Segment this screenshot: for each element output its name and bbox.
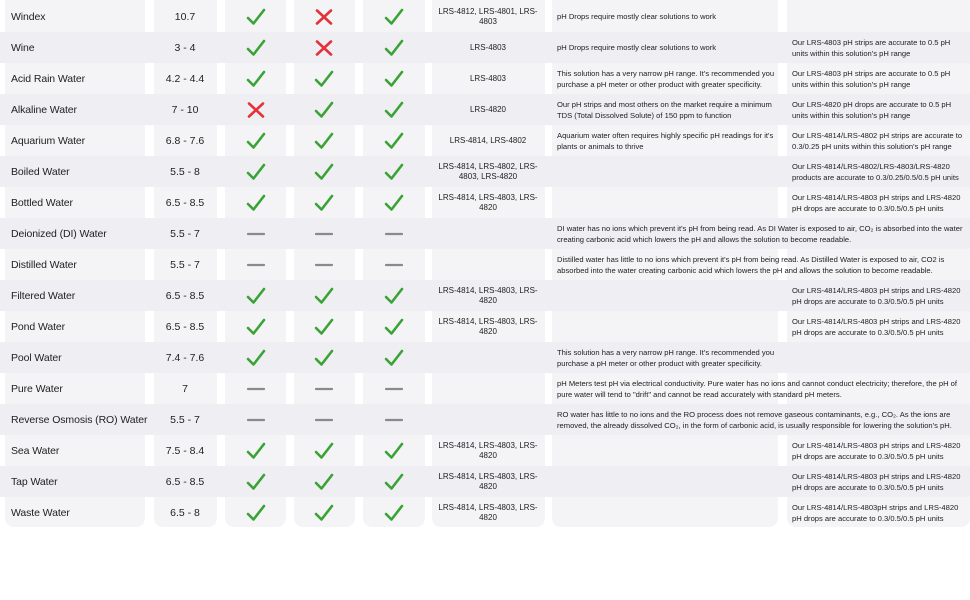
compat-cell-3 — [363, 435, 424, 466]
check-icon — [384, 70, 404, 88]
compat-cell-2 — [294, 435, 354, 466]
compat-cell-2 — [294, 280, 354, 311]
accuracy-note: Our LRS-4820 pH drops are accurate to 0.5 pH units within this solution's pH range — [792, 99, 952, 120]
solution-note: Our pH strips and most others on the market require a minimum TDS (Total Dissolved Solute) of 150 ppm to function — [557, 99, 772, 120]
compat-cell-2 — [294, 311, 354, 342]
check-icon — [384, 473, 404, 491]
table-row — [0, 32, 970, 63]
recommended-products: LRS-4814, LRS-4803, LRS-4820 — [438, 192, 538, 212]
compat-cell-3 — [363, 1, 424, 32]
compat-cell-2 — [294, 342, 354, 373]
table-row — [0, 156, 970, 187]
check-icon — [314, 132, 334, 150]
table-row — [0, 187, 970, 218]
solution-name: Pool Water — [11, 351, 62, 364]
compat-cell-1 — [226, 32, 285, 63]
compat-cell-1 — [226, 94, 285, 125]
check-icon — [384, 318, 404, 336]
check-icon — [246, 39, 266, 57]
accuracy-note: Our LRS-4814/LRS-4803 pH strips and LRS-4820 pH drops are accurate to 0.3/0.5/0.5 pH units — [792, 285, 961, 306]
recommended-products: LRS-4814, LRS-4803, LRS-4820 — [438, 316, 538, 336]
recommended-products: LRS-4812, LRS-4801, LRS-4803 — [438, 6, 538, 26]
check-icon — [246, 194, 266, 212]
compat-cell-3 — [363, 156, 424, 187]
check-icon — [314, 318, 334, 336]
solution-name: Pond Water — [11, 320, 66, 333]
compat-cell-3 — [363, 466, 424, 497]
recommended-products: LRS-4814, LRS-4803, LRS-4820 — [438, 502, 538, 522]
cross-icon — [315, 40, 333, 56]
solution-name: Sea Water — [11, 444, 60, 457]
recommended-products: LRS-4803 — [469, 73, 507, 83]
compat-cell-3 — [363, 218, 424, 249]
solution-note — [557, 156, 783, 187]
dash-icon — [385, 231, 403, 237]
table-row — [0, 125, 970, 156]
recommended-products — [431, 218, 545, 249]
table-row — [0, 435, 970, 466]
compat-cell-1 — [226, 435, 285, 466]
accuracy-note: Our LRS-4814/LRS-4803 pH strips and LRS-4820 pH drops are accurate to 0.3/0.5/0.5 pH units — [792, 316, 961, 337]
table-row — [0, 497, 970, 528]
ph-range: 5.5 - 7 — [170, 258, 200, 271]
solution-note: pH Drops require mostly clear solutions to work — [557, 12, 717, 21]
table-row — [0, 1, 970, 32]
ph-range: 6.8 - 7.6 — [165, 134, 205, 147]
dash-icon — [247, 417, 265, 423]
dash-icon — [385, 262, 403, 268]
recommended-products: LRS-4820 — [469, 104, 507, 114]
solution-name: Windex — [11, 10, 46, 23]
compat-cell-3 — [363, 249, 424, 280]
compat-cell-2 — [294, 1, 354, 32]
compat-cell-2 — [294, 404, 354, 435]
dash-icon — [315, 386, 333, 392]
dash-icon — [315, 417, 333, 423]
ph-range: 7 - 10 — [171, 103, 199, 116]
ph-range: 5.5 - 7 — [170, 413, 200, 426]
solution-note: Distilled water has little to no ions which prevent it's pH from being read. As Distilled Water is exposed to air, CO2 is absorbed into the water creating carbonic acid which lowers the pH and allows the solution to become readable. — [557, 254, 945, 275]
compat-cell-1 — [226, 373, 285, 404]
compat-cell-2 — [294, 32, 354, 63]
compat-cell-2 — [294, 249, 354, 280]
ph-range: 5.5 - 8 — [170, 165, 200, 178]
recommended-products — [431, 342, 545, 373]
solution-note — [557, 311, 783, 342]
solution-note — [557, 187, 783, 218]
table-row — [0, 218, 970, 249]
solution-note: DI water has no ions which prevent it's pH from being read. As DI Water is exposed to air, CO₂ is absorbed into the water creating carbonic acid which lowers the pH and allows the solution to become readable. — [557, 223, 963, 244]
solution-name: Distilled Water — [11, 258, 77, 271]
recommended-products: LRS-4814, LRS-4802 — [449, 135, 527, 145]
solution-name: Wine — [11, 41, 35, 54]
compat-cell-1 — [226, 280, 285, 311]
recommended-products: LRS-4814, LRS-4803, LRS-4820 — [438, 440, 538, 460]
recommended-products — [431, 249, 545, 280]
compat-cell-3 — [363, 32, 424, 63]
compat-cell-2 — [294, 373, 354, 404]
check-icon — [314, 287, 334, 305]
table-row — [0, 311, 970, 342]
compat-cell-2 — [294, 187, 354, 218]
solution-name: Acid Rain Water — [11, 72, 85, 85]
table-row — [0, 373, 970, 404]
check-icon — [314, 163, 334, 181]
compat-cell-1 — [226, 311, 285, 342]
compat-cell-1 — [226, 218, 285, 249]
check-icon — [384, 101, 404, 119]
compat-cell-2 — [294, 63, 354, 94]
solution-name: Deionized (DI) Water — [11, 227, 107, 240]
solution-name: Waste Water — [11, 506, 70, 519]
solution-name: Reverse Osmosis (RO) Water — [11, 413, 148, 426]
solution-note — [557, 497, 783, 528]
recommended-products: LRS-4814, LRS-4803, LRS-4820 — [438, 285, 538, 305]
check-icon — [384, 442, 404, 460]
recommended-products — [431, 373, 545, 404]
accuracy-note: Our LRS-4814/LRS-4803 pH strips and LRS-4820 pH drops are accurate to 0.3/0.5/0.5 pH units — [792, 471, 961, 492]
recommended-products — [431, 404, 545, 435]
compat-cell-1 — [226, 125, 285, 156]
compat-cell-1 — [226, 342, 285, 373]
compat-cell-2 — [294, 497, 354, 528]
dash-icon — [247, 386, 265, 392]
compat-cell-3 — [363, 94, 424, 125]
check-icon — [384, 349, 404, 367]
dash-icon — [247, 231, 265, 237]
check-icon — [246, 442, 266, 460]
compat-cell-3 — [363, 497, 424, 528]
compat-cell-2 — [294, 466, 354, 497]
ph-range: 6.5 - 8 — [170, 506, 200, 519]
compat-cell-3 — [363, 342, 424, 373]
solution-name: Aquarium Water — [11, 134, 86, 147]
compat-cell-3 — [363, 125, 424, 156]
table-row — [0, 342, 970, 373]
check-icon — [384, 504, 404, 522]
accuracy-note — [792, 342, 968, 373]
check-icon — [246, 132, 266, 150]
compat-cell-3 — [363, 373, 424, 404]
cross-icon — [315, 9, 333, 25]
compat-cell-1 — [226, 404, 285, 435]
ph-range: 6.5 - 8.5 — [165, 289, 205, 302]
compat-cell-3 — [363, 311, 424, 342]
accuracy-note: Our LRS-4814/LRS-4803 pH strips and LRS-4820 pH drops are accurate to 0.3/0.5/0.5 pH units — [792, 440, 961, 461]
table-row — [0, 63, 970, 94]
compat-cell-3 — [363, 280, 424, 311]
solution-note — [557, 466, 783, 497]
compat-cell-2 — [294, 156, 354, 187]
recommended-products: LRS-4814, LRS-4802, LRS-4803, LRS-4820 — [438, 161, 538, 181]
check-icon — [384, 132, 404, 150]
dash-icon — [385, 386, 403, 392]
table-row — [0, 249, 970, 280]
check-icon — [246, 349, 266, 367]
compat-cell-2 — [294, 218, 354, 249]
check-icon — [384, 39, 404, 57]
check-icon — [384, 163, 404, 181]
ph-range: 4.2 - 4.4 — [165, 72, 205, 85]
compat-cell-3 — [363, 187, 424, 218]
table-row — [0, 466, 970, 497]
accuracy-note — [792, 1, 968, 32]
accuracy-note: Our LRS-4803 pH strips are accurate to 0.5 pH units within this solution's pH range — [792, 37, 951, 58]
dash-icon — [385, 417, 403, 423]
ph-range: 6.5 - 8.5 — [165, 196, 205, 209]
compat-cell-1 — [226, 497, 285, 528]
table-row — [0, 404, 970, 435]
solution-name: Bottled Water — [11, 196, 73, 209]
ph-range: 3 - 4 — [174, 41, 196, 54]
compat-cell-1 — [226, 249, 285, 280]
check-icon — [314, 504, 334, 522]
solution-note: This solution has a very narrow pH range. It's recommended you purchase a pH meter or other product with greater specificity. — [557, 68, 775, 89]
check-icon — [246, 70, 266, 88]
check-icon — [314, 349, 334, 367]
ph-range: 6.5 - 8.5 — [165, 475, 205, 488]
solution-name: Boiled Water — [11, 165, 70, 178]
table-row — [0, 280, 970, 311]
solution-note: pH Drops require mostly clear solutions to work — [557, 43, 717, 52]
check-icon — [314, 194, 334, 212]
solution-note: RO water has little to no ions and the RO process does not remove gaseous contaminants, e.g., CO₂. As the ions are removed, the already dissolved CO₂, in the form of carbonic acid, is usually responsible for lowering the solution's pH. — [557, 409, 952, 430]
dash-icon — [247, 262, 265, 268]
compat-cell-1 — [226, 1, 285, 32]
check-icon — [246, 504, 266, 522]
ph-range: 7.5 - 8.4 — [165, 444, 205, 457]
ph-range: 5.5 - 7 — [170, 227, 200, 240]
check-icon — [246, 8, 266, 26]
compat-cell-3 — [363, 404, 424, 435]
solution-note — [557, 435, 783, 466]
dash-icon — [315, 262, 333, 268]
solution-note: This solution has a very narrow pH range. It's recommended you purchase a pH meter or other product with greater specificity. — [557, 347, 775, 368]
recommended-products: LRS-4814, LRS-4803, LRS-4820 — [438, 471, 538, 491]
dash-icon — [315, 231, 333, 237]
compat-cell-2 — [294, 94, 354, 125]
compat-cell-3 — [363, 63, 424, 94]
solution-name: Filtered Water — [11, 289, 76, 302]
compat-cell-1 — [226, 466, 285, 497]
accuracy-note: Our LRS-4814/LRS-4803pH strips and LRS-4820 pH drops are accurate to 0.3/0.5/0.5 pH units — [792, 502, 959, 523]
accuracy-note: Our LRS-4803 pH strips are accurate to 0.5 pH units within this solution's pH range — [792, 68, 951, 89]
solution-note: pH Meters test pH via electrical conductivity. Pure water has no ions and cannot conduct electricity; therefore, the pH of pure water will tend to "drift" and cannot be read accurately with standard pH meters. — [557, 378, 957, 399]
compat-cell-1 — [226, 156, 285, 187]
ph-range: 6.5 - 8.5 — [165, 320, 205, 333]
check-icon — [246, 163, 266, 181]
ph-range: 7.4 - 7.6 — [165, 351, 205, 364]
cross-icon — [247, 102, 265, 118]
compat-cell-1 — [226, 63, 285, 94]
accuracy-note: Our LRS-4814/LRS-4803 pH strips and LRS-4820 pH drops are accurate to 0.3/0.5/0.5 pH units — [792, 192, 961, 213]
table-row — [0, 94, 970, 125]
check-icon — [246, 318, 266, 336]
solution-note — [557, 280, 783, 311]
check-icon — [314, 70, 334, 88]
recommended-products: LRS-4803 — [469, 42, 507, 52]
check-icon — [384, 194, 404, 212]
check-icon — [314, 442, 334, 460]
compat-cell-1 — [226, 187, 285, 218]
check-icon — [384, 287, 404, 305]
solution-name: Pure Water — [11, 382, 63, 395]
accuracy-note: Our LRS-4814/LRS-4802/LRS-4803/LRS-4820 products are accurate to 0.3/0.25/0.5/0.5 pH units — [792, 161, 959, 182]
check-icon — [314, 473, 334, 491]
solution-name: Alkaline Water — [11, 103, 77, 116]
ph-range: 10.7 — [174, 10, 196, 23]
check-icon — [246, 473, 266, 491]
compat-cell-2 — [294, 125, 354, 156]
check-icon — [246, 287, 266, 305]
solution-name: Tap Water — [11, 475, 58, 488]
check-icon — [384, 8, 404, 26]
solution-note: Aquarium water often requires highly specific pH readings for it's plants or animals to thrive — [557, 130, 774, 151]
ph-range: 7 — [182, 382, 188, 395]
accuracy-note: Our LRS-4814/LRS-4802 pH strips are accurate to 0.3/0.25 pH units within this solution's pH range — [792, 130, 963, 151]
check-icon — [314, 101, 334, 119]
